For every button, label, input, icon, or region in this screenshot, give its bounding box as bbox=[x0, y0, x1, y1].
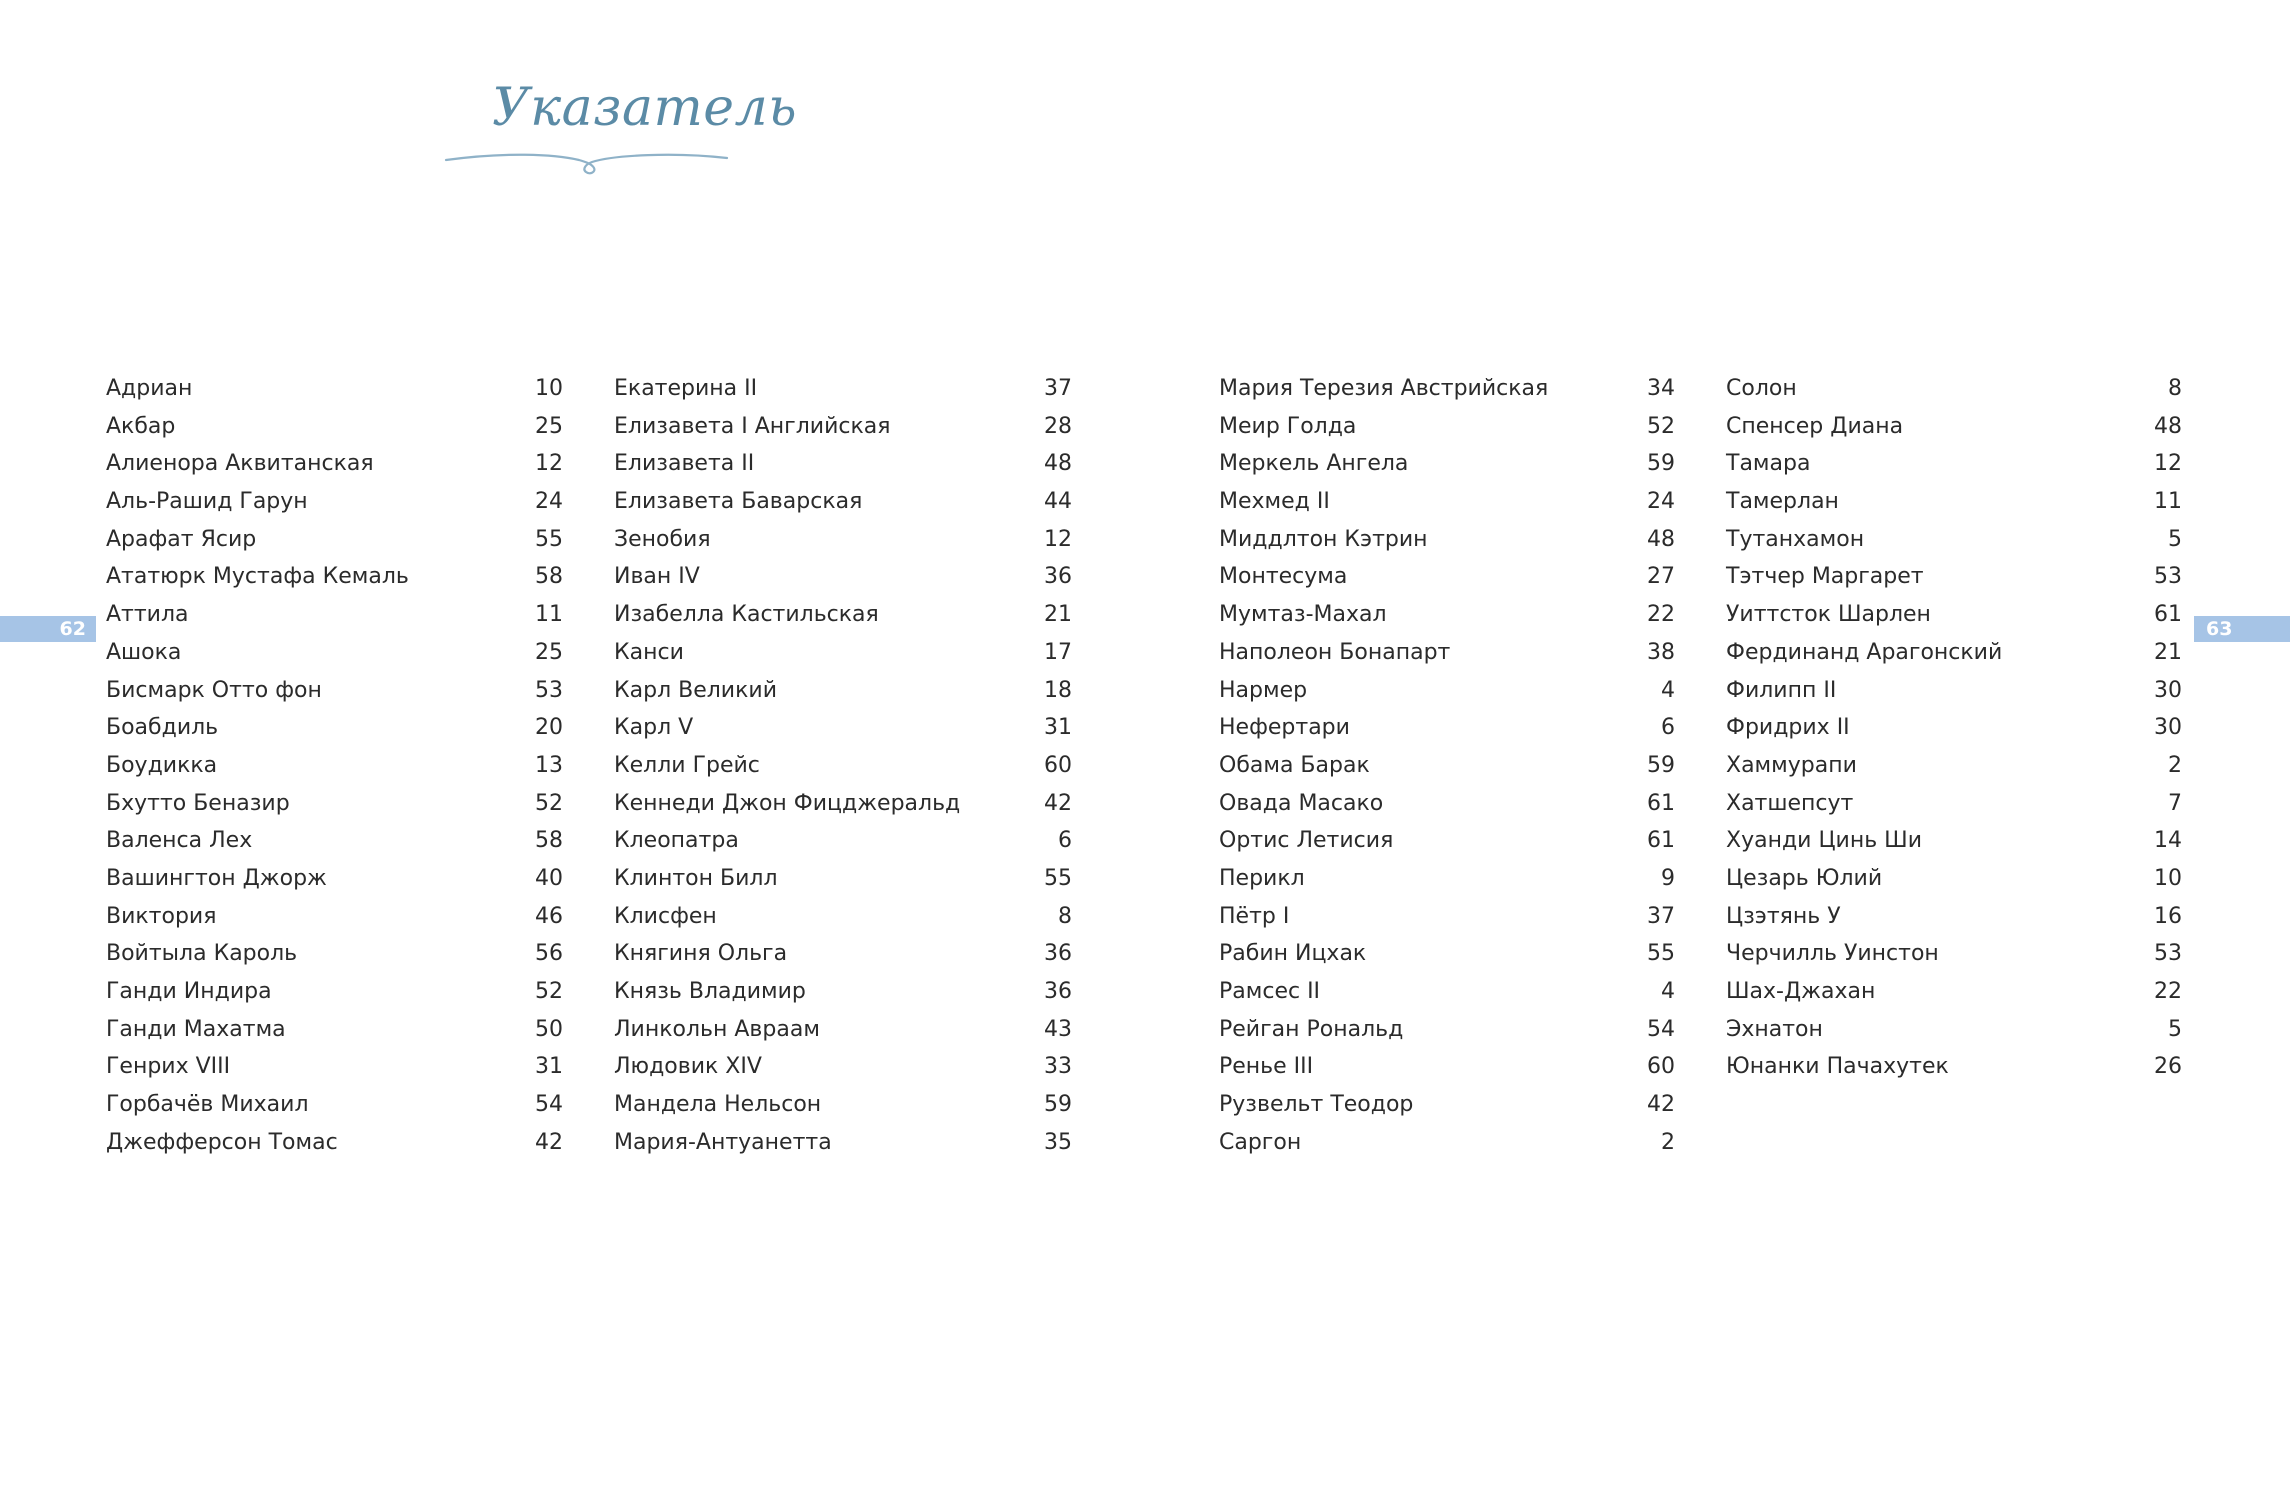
index-entry-page: 55 bbox=[1044, 865, 1072, 891]
index-entry-name: Солон bbox=[1726, 376, 1797, 401]
index-entry-page: 53 bbox=[2154, 941, 2182, 967]
index-entry-page: 22 bbox=[1647, 602, 1675, 628]
index-entry bbox=[614, 370, 1072, 408]
index-entry-page: 54 bbox=[1647, 1016, 1675, 1042]
index-entry-page: 25 bbox=[535, 413, 563, 439]
index-entry-page: 28 bbox=[1044, 413, 1072, 439]
index-entry-page: 7 bbox=[2168, 790, 2182, 816]
index-entry bbox=[1219, 822, 1675, 860]
index-entry-page: 20 bbox=[535, 715, 563, 741]
index-entry-name: Меир Голда bbox=[1219, 413, 1357, 439]
index-entry-page: 21 bbox=[2154, 639, 2182, 665]
index-entry bbox=[1726, 785, 2182, 823]
index-entry bbox=[614, 935, 1072, 973]
index-entry-name: Елизавета II bbox=[614, 451, 755, 477]
index-entry bbox=[106, 370, 563, 408]
index-entry-page: 55 bbox=[1647, 941, 1675, 967]
index-entry-name: Тамара bbox=[1726, 451, 1811, 477]
index-entry-page: 8 bbox=[1058, 903, 1072, 929]
index-entry-name: Мандела Нельсон bbox=[614, 1092, 822, 1118]
index-entry-name: Людовик XIV bbox=[614, 1054, 762, 1080]
index-entry bbox=[106, 521, 563, 559]
index-entry-page: 58 bbox=[535, 564, 563, 590]
index-entry-page: 37 bbox=[1044, 376, 1072, 401]
index-entry bbox=[614, 634, 1072, 672]
index-entry-name: Миддлтон Кэтрин bbox=[1219, 526, 1428, 552]
index-entry bbox=[106, 860, 563, 898]
index-entry bbox=[1219, 747, 1675, 785]
index-entry-name: Наполеон Бонапарт bbox=[1219, 639, 1451, 665]
index-entry-name: Нефертари bbox=[1219, 715, 1350, 741]
index-entry-name: Рамсес II bbox=[1219, 979, 1321, 1004]
index-entry-page: 24 bbox=[1647, 489, 1675, 515]
index-entry bbox=[1219, 860, 1675, 898]
index-entry-name: Акбар bbox=[106, 413, 176, 439]
index-entry bbox=[106, 1048, 563, 1086]
index-entry-name: Адриан bbox=[106, 376, 193, 401]
index-entry-name: Бисмарк Отто фон bbox=[106, 677, 322, 703]
index-entry-name: Келли Грейс bbox=[614, 752, 760, 778]
index-entry-page: 34 bbox=[1647, 376, 1675, 401]
index-entry-page: 42 bbox=[1044, 790, 1072, 816]
index-entry-name: Тамерлан bbox=[1726, 489, 1839, 515]
index-entry bbox=[1219, 634, 1675, 672]
index-entry-name: Горбачёв Михаил bbox=[106, 1092, 309, 1118]
index-entry bbox=[1726, 822, 2182, 860]
index-entry-name: Аль-Рашид Гарун bbox=[106, 489, 308, 515]
index-entry bbox=[614, 973, 1072, 1011]
index-entry-page: 5 bbox=[2168, 526, 2182, 552]
index-entry-name: Цзэтянь У bbox=[1726, 903, 1841, 929]
index-entry-name: Меркель Ангела bbox=[1219, 451, 1409, 477]
index-column-2 bbox=[614, 370, 1072, 1161]
index-entry-page: 16 bbox=[2154, 903, 2182, 929]
index-entry bbox=[1726, 408, 2182, 446]
index-entry bbox=[1726, 898, 2182, 936]
index-entry-name: Цезарь Юлий bbox=[1726, 865, 1883, 891]
index-entry-page: 18 bbox=[1044, 677, 1072, 703]
index-entry bbox=[106, 709, 563, 747]
index-entry-page: 48 bbox=[2154, 413, 2182, 439]
index-entry bbox=[1726, 672, 2182, 710]
index-entry-name: Рейган Рональд bbox=[1219, 1016, 1404, 1042]
index-entry-page: 21 bbox=[1044, 602, 1072, 628]
index-entry bbox=[614, 1124, 1072, 1162]
index-entry-page: 53 bbox=[535, 677, 563, 703]
index-entry-page: 59 bbox=[1044, 1092, 1072, 1118]
index-entry-name: Арафат Ясир bbox=[106, 526, 257, 552]
index-entry-name: Карл Великий bbox=[614, 677, 777, 703]
index-entry-page: 42 bbox=[1647, 1092, 1675, 1118]
index-entry-page: 50 bbox=[535, 1016, 563, 1042]
index-entry bbox=[1219, 1011, 1675, 1049]
index-entry-page: 30 bbox=[2154, 677, 2182, 703]
index-entry-name: Перикл bbox=[1219, 865, 1305, 891]
index-entry-name: Тэтчер Маргарет bbox=[1726, 564, 1924, 590]
index-entry-page: 58 bbox=[535, 828, 563, 854]
index-entry-page: 36 bbox=[1044, 564, 1072, 590]
index-entry-name: Фридрих II bbox=[1726, 715, 1850, 741]
index-entry-page: 42 bbox=[535, 1129, 563, 1155]
index-entry-page: 31 bbox=[535, 1054, 563, 1080]
index-entry bbox=[614, 747, 1072, 785]
index-entry bbox=[106, 1086, 563, 1124]
index-entry-page: 31 bbox=[1044, 715, 1072, 741]
index-entry bbox=[1219, 521, 1675, 559]
index-entry bbox=[106, 935, 563, 973]
index-entry-name: Изабелла Кастильская bbox=[614, 602, 879, 628]
index-entry-name: Шах-Джахан bbox=[1726, 979, 1876, 1004]
index-entry bbox=[1219, 1048, 1675, 1086]
index-entry-page: 4 bbox=[1661, 677, 1675, 703]
index-entry-name: Ататюрк Мустафа Кемаль bbox=[106, 564, 409, 590]
index-entry-name: Княгиня Ольга bbox=[614, 941, 788, 967]
index-entry-page: 22 bbox=[2154, 979, 2182, 1004]
index-entry bbox=[106, 1124, 563, 1162]
index-entry-page: 4 bbox=[1661, 979, 1675, 1004]
index-entry-name: Ганди Индира bbox=[106, 979, 272, 1004]
index-entry-page: 44 bbox=[1044, 489, 1072, 515]
index-entry-name: Генрих VIII bbox=[106, 1054, 231, 1080]
index-entry-page: 27 bbox=[1647, 564, 1675, 590]
index-entry-name: Монтесума bbox=[1219, 564, 1348, 590]
index-entry bbox=[1219, 672, 1675, 710]
index-entry bbox=[1219, 558, 1675, 596]
index-entry-page: 12 bbox=[535, 451, 563, 477]
index-entry-page: 35 bbox=[1044, 1129, 1072, 1155]
index-entry bbox=[1726, 973, 2182, 1011]
index-entry-page: 59 bbox=[1647, 451, 1675, 477]
index-entry-name: Ортис Летисия bbox=[1219, 828, 1394, 854]
index-entry bbox=[1726, 860, 2182, 898]
index-entry-name: Мария-Антуанетта bbox=[614, 1129, 832, 1155]
index-entry-name: Мехмед II bbox=[1219, 489, 1330, 515]
index-entry bbox=[1726, 935, 2182, 973]
index-entry bbox=[1219, 445, 1675, 483]
index-entry-name: Елизавета Баварская bbox=[614, 489, 863, 515]
index-entry-name: Пётр I bbox=[1219, 903, 1290, 929]
index-entry-name: Эхнатон bbox=[1726, 1016, 1823, 1042]
index-column-3 bbox=[1219, 370, 1675, 1161]
index-entry-page: 10 bbox=[2154, 865, 2182, 891]
index-entry bbox=[1219, 1124, 1675, 1162]
index-entry bbox=[1726, 747, 2182, 785]
index-entry bbox=[1726, 1048, 2182, 1086]
index-title: Указатель bbox=[492, 78, 797, 138]
index-column-1 bbox=[106, 370, 563, 1161]
index-entry bbox=[614, 445, 1072, 483]
index-entry bbox=[1219, 596, 1675, 634]
index-entry-name: Зенобия bbox=[614, 526, 711, 552]
index-entry-page: 5 bbox=[2168, 1016, 2182, 1042]
index-entry-name: Войтыла Кароль bbox=[106, 941, 298, 967]
index-entry bbox=[106, 672, 563, 710]
index-entry-page: 12 bbox=[2154, 451, 2182, 477]
index-entry-name: Ренье III bbox=[1219, 1054, 1314, 1080]
index-entry bbox=[106, 1011, 563, 1049]
index-entry-name: Рузвельт Теодор bbox=[1219, 1092, 1414, 1118]
index-entry-page: 33 bbox=[1044, 1054, 1072, 1080]
page-number-left: 62 bbox=[59, 618, 86, 640]
index-column-4 bbox=[1726, 370, 2182, 1086]
index-entry-page: 2 bbox=[1661, 1129, 1675, 1155]
index-entry-page: 11 bbox=[535, 602, 563, 628]
index-entry bbox=[1219, 370, 1675, 408]
index-entry-page: 25 bbox=[535, 639, 563, 665]
index-entry-name: Спенсер Диана bbox=[1726, 413, 1904, 439]
index-entry-name: Хуанди Цинь Ши bbox=[1726, 828, 1923, 854]
index-entry-page: 9 bbox=[1661, 865, 1675, 891]
page-number-tab-left bbox=[0, 616, 96, 642]
page-number-tab-right bbox=[2194, 616, 2290, 642]
index-entry-name: Канси bbox=[614, 639, 684, 665]
index-entry-name: Джефферсон Томас bbox=[106, 1129, 338, 1155]
index-entry-name: Екатерина II bbox=[614, 376, 758, 401]
index-entry-page: 36 bbox=[1044, 979, 1072, 1004]
index-entry-page: 10 bbox=[535, 376, 563, 401]
index-entry-name: Вашингтон Джорж bbox=[106, 865, 327, 891]
index-entry-name: Хаммурапи bbox=[1726, 752, 1857, 778]
index-entry-name: Аттила bbox=[106, 602, 189, 628]
index-entry-name: Клисфен bbox=[614, 903, 717, 929]
index-entry bbox=[106, 408, 563, 446]
index-entry-name: Елизавета I Английская bbox=[614, 413, 891, 439]
index-entry bbox=[106, 898, 563, 936]
index-entry-page: 52 bbox=[1647, 413, 1675, 439]
index-entry bbox=[106, 973, 563, 1011]
index-entry bbox=[1219, 1086, 1675, 1124]
index-entry-name: Иван IV bbox=[614, 564, 700, 590]
index-entry-page: 30 bbox=[2154, 715, 2182, 741]
index-entry bbox=[1219, 408, 1675, 446]
index-entry-page: 12 bbox=[1044, 526, 1072, 552]
index-entry-page: 26 bbox=[2154, 1054, 2182, 1080]
index-entry-name: Князь Владимир bbox=[614, 979, 806, 1004]
index-entry-page: 2 bbox=[2168, 752, 2182, 778]
index-entry-name: Черчилль Уинстон bbox=[1726, 941, 1939, 967]
index-entry-page: 60 bbox=[1044, 752, 1072, 778]
index-entry bbox=[106, 785, 563, 823]
index-entry-page: 61 bbox=[1647, 790, 1675, 816]
index-entry bbox=[106, 747, 563, 785]
index-entry bbox=[1726, 521, 2182, 559]
index-entry-page: 54 bbox=[535, 1092, 563, 1118]
index-entry bbox=[1726, 634, 2182, 672]
index-entry bbox=[1219, 935, 1675, 973]
index-entry bbox=[614, 483, 1072, 521]
index-entry-page: 36 bbox=[1044, 941, 1072, 967]
index-entry-name: Клеопатра bbox=[614, 828, 739, 854]
index-entry bbox=[1219, 973, 1675, 1011]
index-entry bbox=[106, 596, 563, 634]
index-entry-page: 8 bbox=[2168, 376, 2182, 401]
index-entry-name: Саргон bbox=[1219, 1129, 1302, 1155]
index-entry-name: Обама Барак bbox=[1219, 752, 1370, 778]
index-entry-name: Юнанки Пачахутек bbox=[1726, 1054, 1949, 1080]
index-entry-page: 48 bbox=[1647, 526, 1675, 552]
index-entry-name: Тутанхамон bbox=[1726, 526, 1865, 552]
index-entry-name: Мария Терезия Австрийская bbox=[1219, 376, 1549, 401]
index-entry bbox=[106, 483, 563, 521]
index-entry-name: Боудикка bbox=[106, 752, 218, 778]
index-entry-name: Клинтон Билл bbox=[614, 865, 778, 891]
index-entry-page: 17 bbox=[1044, 639, 1072, 665]
index-entry bbox=[614, 596, 1072, 634]
index-entry bbox=[1219, 898, 1675, 936]
index-entry-page: 37 bbox=[1647, 903, 1675, 929]
index-entry-name: Ганди Махатма bbox=[106, 1016, 286, 1042]
index-entry bbox=[614, 860, 1072, 898]
index-entry bbox=[106, 445, 563, 483]
index-entry bbox=[1726, 445, 2182, 483]
index-entry bbox=[614, 709, 1072, 747]
index-entry-page: 13 bbox=[535, 752, 563, 778]
index-entry-name: Бхутто Беназир bbox=[106, 790, 290, 816]
index-entry bbox=[1726, 1011, 2182, 1049]
index-entry-name: Виктория bbox=[106, 903, 217, 929]
index-entry-name: Кеннеди Джон Фицджеральд bbox=[614, 790, 961, 816]
index-entry bbox=[106, 822, 563, 860]
index-entry bbox=[614, 785, 1072, 823]
index-entry-name: Карл V bbox=[614, 715, 694, 741]
index-entry-page: 61 bbox=[1647, 828, 1675, 854]
index-entry-page: 38 bbox=[1647, 639, 1675, 665]
index-entry bbox=[614, 521, 1072, 559]
index-entry-name: Боабдиль bbox=[106, 715, 219, 741]
index-entry-name: Рабин Ицхак bbox=[1219, 941, 1367, 967]
index-entry-name: Овада Масако bbox=[1219, 790, 1384, 816]
index-entry-name: Уиттсток Шарлен bbox=[1726, 602, 1931, 628]
index-entry bbox=[614, 898, 1072, 936]
index-entry-page: 59 bbox=[1647, 752, 1675, 778]
index-entry bbox=[106, 634, 563, 672]
index-entry-page: 11 bbox=[2154, 489, 2182, 515]
index-entry bbox=[1219, 785, 1675, 823]
index-entry bbox=[1726, 709, 2182, 747]
index-entry bbox=[1219, 483, 1675, 521]
index-entry-name: Валенса Лех bbox=[106, 828, 253, 854]
index-entry-name: Фердинанд Арагонский bbox=[1726, 639, 2003, 665]
index-entry-page: 6 bbox=[1661, 715, 1675, 741]
index-entry bbox=[614, 672, 1072, 710]
index-entry bbox=[1726, 370, 2182, 408]
index-entry-page: 56 bbox=[535, 941, 563, 967]
index-entry-page: 53 bbox=[2154, 564, 2182, 590]
index-entry bbox=[1726, 596, 2182, 634]
index-entry-page: 52 bbox=[535, 979, 563, 1004]
index-entry bbox=[1726, 483, 2182, 521]
page-number-right: 63 bbox=[2206, 618, 2233, 640]
index-entry-name: Мумтаз-Махал bbox=[1219, 602, 1387, 628]
index-entry-name: Ашока bbox=[106, 639, 182, 665]
index-entry bbox=[614, 408, 1072, 446]
index-entry-page: 6 bbox=[1058, 828, 1072, 854]
index-entry bbox=[614, 1048, 1072, 1086]
index-entry bbox=[614, 822, 1072, 860]
index-entry bbox=[614, 1011, 1072, 1049]
index-entry bbox=[106, 558, 563, 596]
index-entry-name: Нармер bbox=[1219, 677, 1308, 703]
index-entry-page: 46 bbox=[535, 903, 563, 929]
index-entry-page: 24 bbox=[535, 489, 563, 515]
index-entry-name: Линкольн Авраам bbox=[614, 1016, 820, 1042]
index-entry bbox=[1726, 558, 2182, 596]
index-entry-name: Алиенора Аквитанская bbox=[106, 451, 374, 477]
index-entry-page: 52 bbox=[535, 790, 563, 816]
index-entry-page: 60 bbox=[1647, 1054, 1675, 1080]
index-entry-name: Филипп II bbox=[1726, 677, 1837, 703]
index-entry-page: 40 bbox=[535, 865, 563, 891]
index-entry bbox=[614, 558, 1072, 596]
index-entry-name: Хатшепсут bbox=[1726, 790, 1854, 816]
index-entry-page: 55 bbox=[535, 526, 563, 552]
index-entry-page: 48 bbox=[1044, 451, 1072, 477]
index-entry-page: 61 bbox=[2154, 602, 2182, 628]
index-entry-page: 43 bbox=[1044, 1016, 1072, 1042]
index-entry bbox=[1219, 709, 1675, 747]
title-flourish-ornament bbox=[444, 148, 729, 178]
index-entry bbox=[614, 1086, 1072, 1124]
index-entry-page: 14 bbox=[2154, 828, 2182, 854]
